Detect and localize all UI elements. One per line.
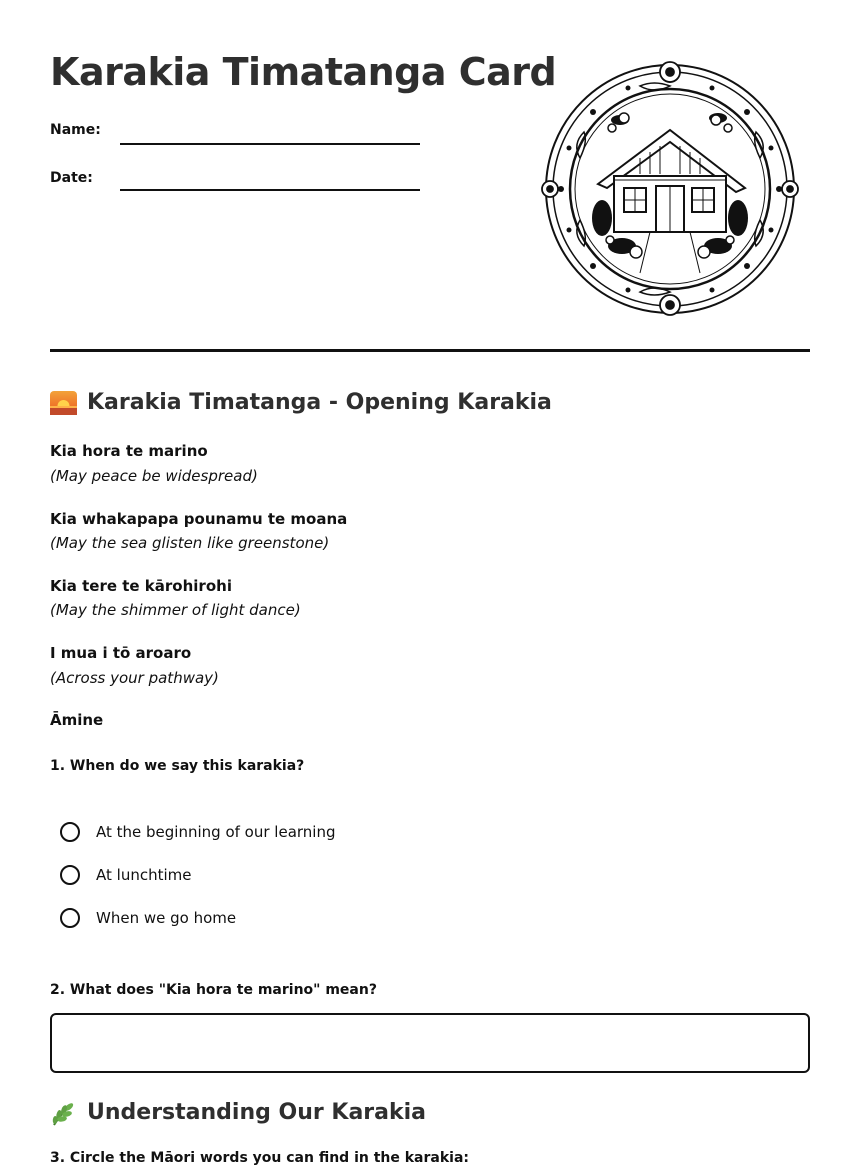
verse-maori: Kia tere te kārohirohi: [50, 577, 232, 595]
question-3: 3. Circle the Māori words you can find in the karakia:: [50, 1150, 470, 1166]
question-2: 2. What does "Kia hora te marino" mean?: [50, 982, 377, 998]
verse-english: (May the shimmer of light dance): [50, 601, 301, 619]
section-heading-understanding: [50, 1100, 426, 1125]
option-label: At lunchtime: [96, 866, 192, 884]
sunrise-icon: [50, 391, 77, 415]
radio-button[interactable]: [60, 822, 80, 842]
question-1: 1. When do we say this karakia?: [50, 758, 305, 774]
verse-english: (May the sea glisten like greenstone): [50, 534, 330, 552]
date-field[interactable]: [120, 189, 420, 191]
question-1-option[interactable]: [60, 905, 236, 931]
name-label: Name:: [50, 122, 101, 138]
radio-button[interactable]: [60, 908, 80, 928]
wharenui-seal-illustration: [540, 58, 800, 320]
question-2-answer-box[interactable]: [50, 1013, 810, 1073]
section-heading-text: Karakia Timatanga - Opening Karakia: [87, 390, 552, 415]
amen-line: Āmine: [50, 711, 104, 729]
option-label: When we go home: [96, 909, 237, 927]
verse-maori: I mua i tō aroaro: [50, 644, 192, 662]
option-label: At the beginning of our learning: [96, 823, 336, 841]
verse-english: (Across your pathway): [50, 669, 219, 687]
question-1-option[interactable]: [60, 819, 336, 845]
name-field[interactable]: [120, 143, 420, 145]
herb-icon: [50, 1101, 77, 1125]
verse-maori: Kia whakapapa pounamu te moana: [50, 510, 348, 528]
section-divider: [50, 349, 810, 352]
question-2-answer-input[interactable]: [52, 1015, 808, 1071]
date-label: Date:: [50, 170, 93, 186]
verse-english: (May peace be widespread): [50, 467, 258, 485]
section-heading-opening-karakia: [50, 390, 552, 415]
radio-button[interactable]: [60, 865, 80, 885]
section-heading-text: Understanding Our Karakia: [87, 1100, 427, 1125]
question-1-option[interactable]: [60, 862, 191, 888]
verse-maori: Kia hora te marino: [50, 442, 208, 460]
page-title: Karakia Timatanga Card: [50, 50, 557, 94]
